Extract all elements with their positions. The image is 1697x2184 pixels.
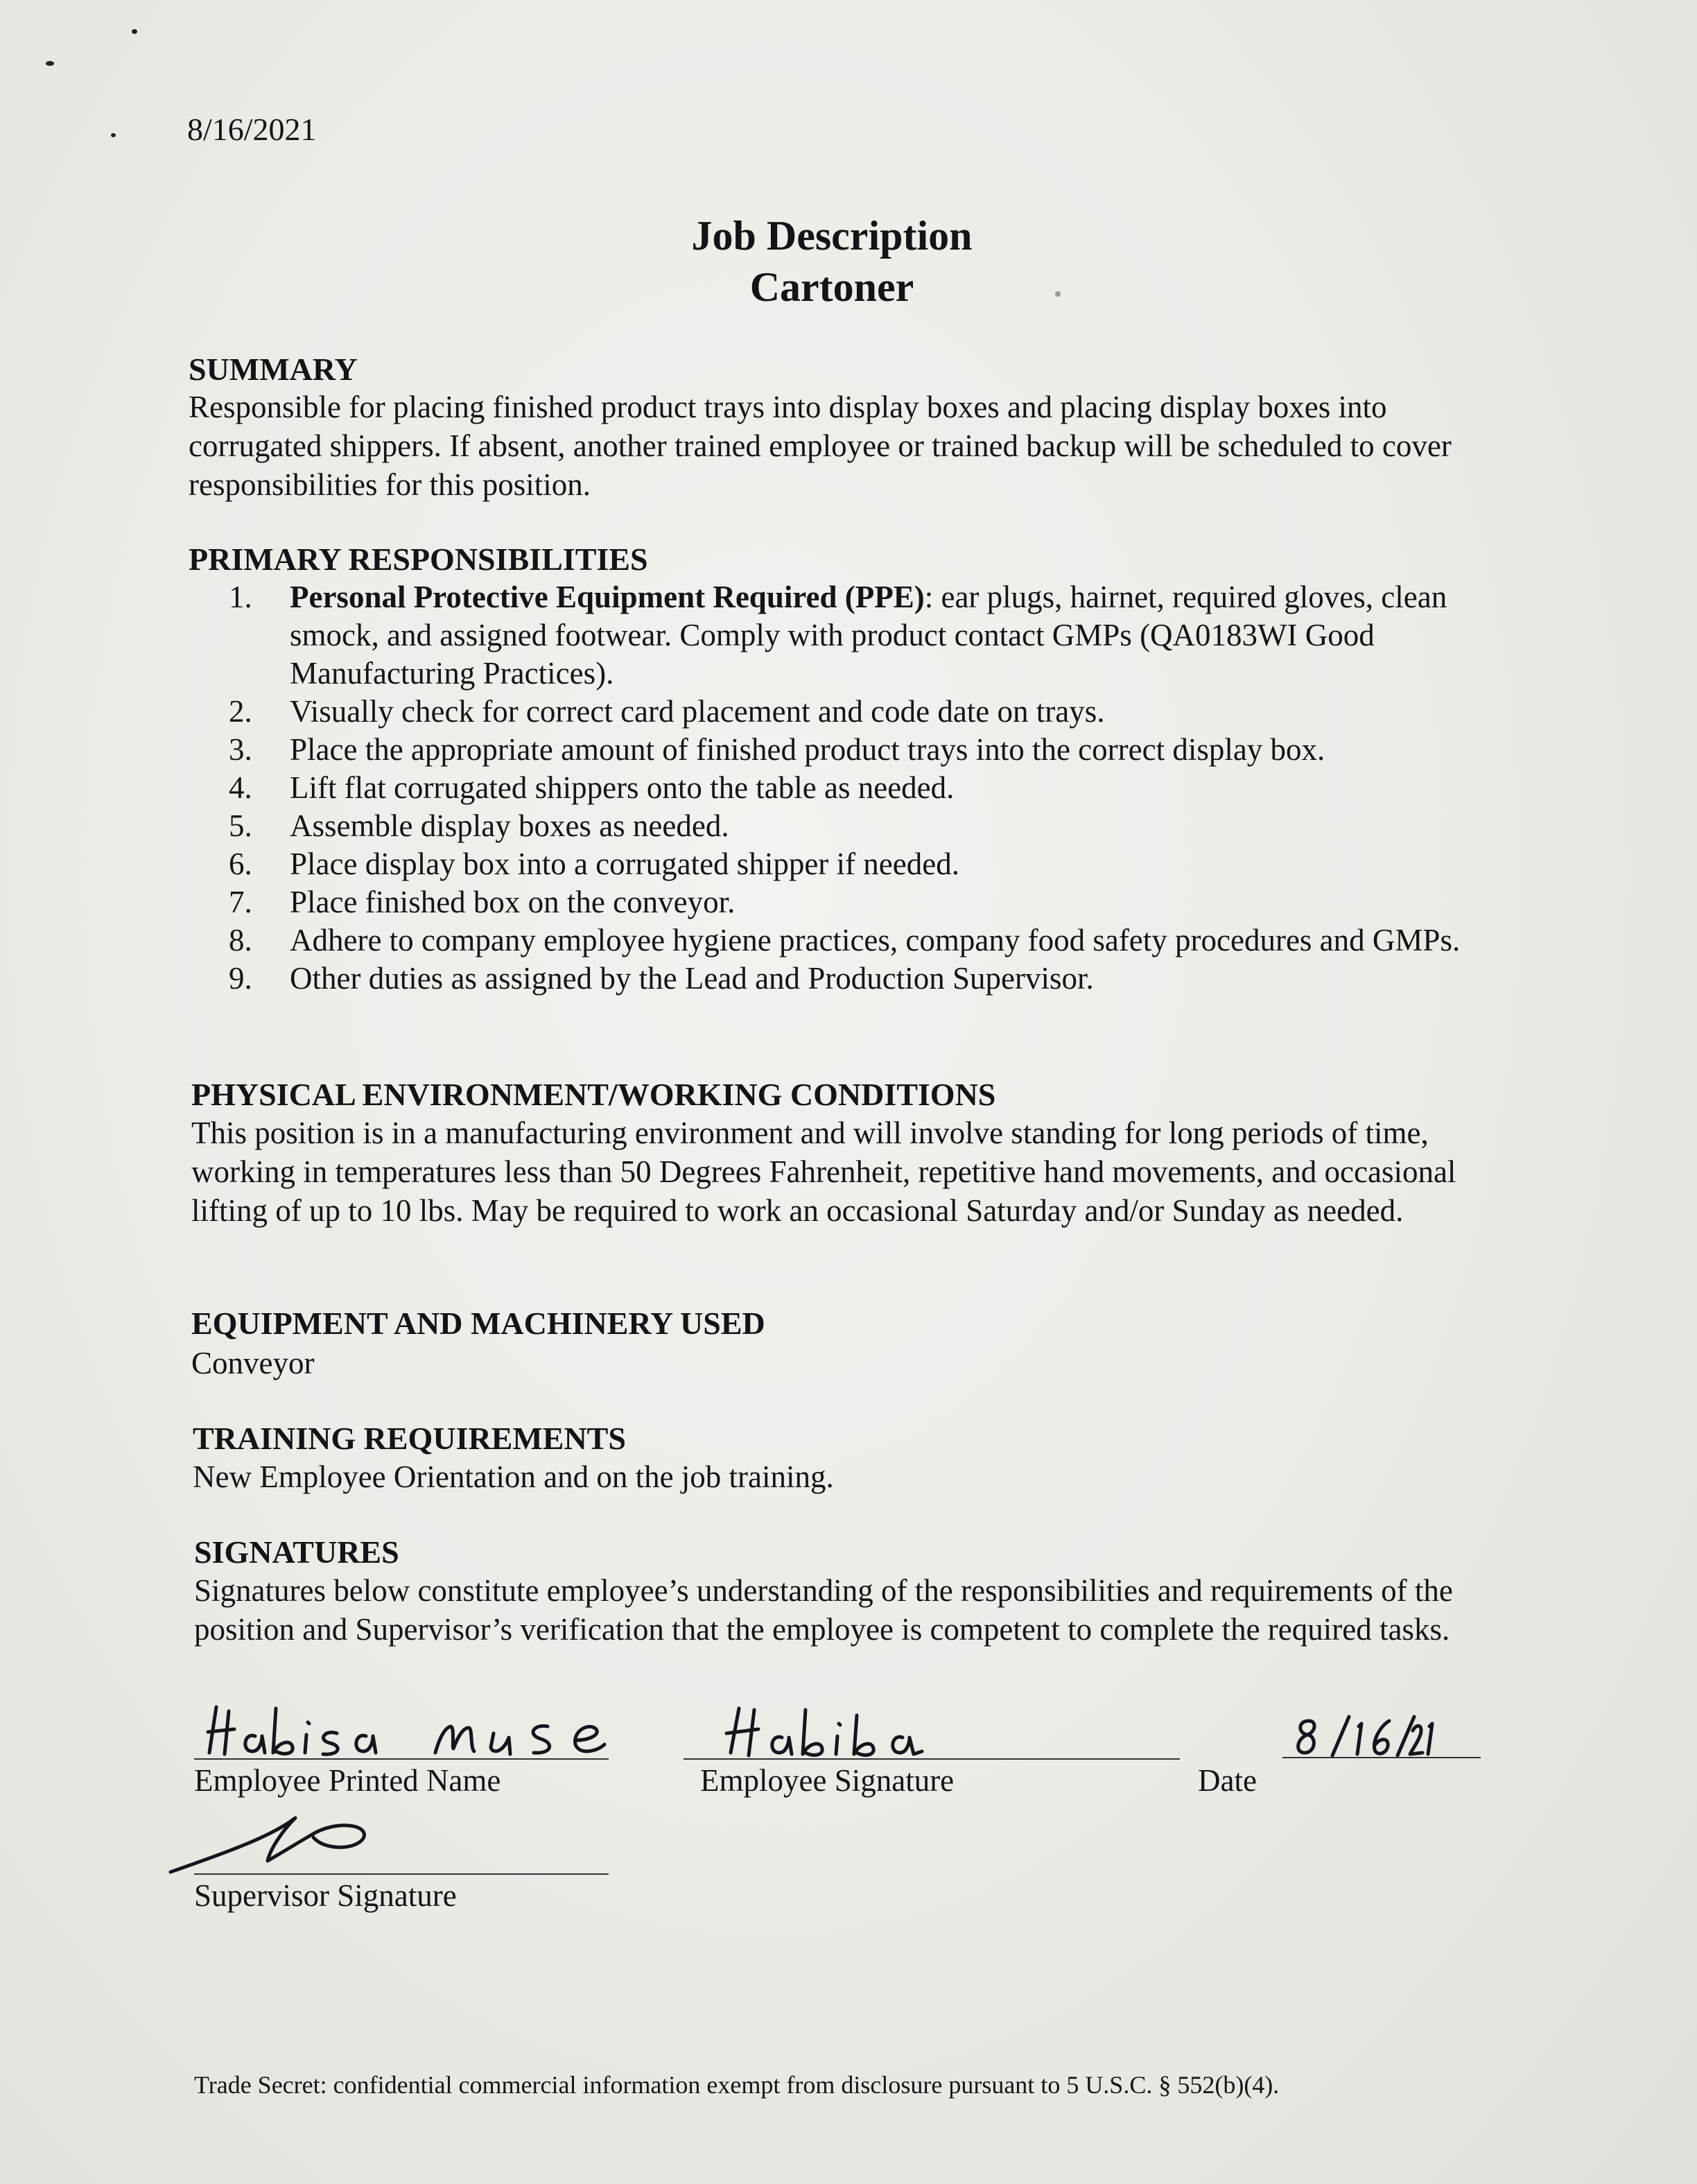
document-date: 8/16/2021 (187, 112, 317, 147)
list-item-text (290, 578, 1477, 693)
physical-environment-heading: PHYSICAL ENVIRONMENT/WORKING CONDITIONS (191, 1077, 996, 1112)
summary-text: Responsible for placing finished product trays into display boxes and placing display boxes into corrugated shippers. If absent, another trained employee or trained backup will be scheduled to cover responsibilities for this position. (189, 390, 1452, 502)
list-item-text: Lift flat corrugated shippers onto the table as needed. (290, 770, 955, 805)
list-item (229, 807, 1477, 845)
equipment-text: Conveyor (191, 1346, 315, 1380)
list-item (229, 731, 1477, 769)
training-heading: TRAINING REQUIREMENTS (193, 1421, 626, 1456)
list-item-text: Place display box into a corrugated shipper if needed. (290, 847, 959, 881)
physical-environment-text: This position is in a manufacturing environment and will involve standing for long periods of time, working in temperatures less than 50 Degrees Fahrenheit, repetitive hand movements, and occasional lifting of up to 10 lbs. May be required to work an occasional Saturday and/or Sunday as needed. (191, 1116, 1456, 1228)
employee-printed-name-handwriting (201, 1699, 617, 1761)
list-item-number: 3. (229, 732, 252, 767)
equipment-heading: EQUIPMENT AND MACHINERY USED (191, 1306, 765, 1341)
list-item-number: 8. (229, 923, 252, 957)
list-item-bold-text: Personal Protective Equipment Required (PPE) (290, 580, 925, 614)
employee-signature-line (684, 1758, 1180, 1760)
list-item-number: 4. (229, 770, 252, 805)
list-item-text: Place the appropriate amount of finished product trays into the correct display box. (290, 732, 1325, 767)
list-item (229, 921, 1477, 960)
document-title: Job Description (691, 213, 973, 259)
list-item-text: Place finished box on the conveyor. (290, 885, 736, 919)
supervisor-signature-label: Supervisor Signature (194, 1878, 457, 1913)
list-item (229, 693, 1477, 731)
employee-signature-handwriting (721, 1700, 929, 1762)
list-item (229, 845, 1477, 883)
responsibilities-list (229, 578, 1477, 998)
training-text: New Employee Orientation and on the job training. (193, 1459, 834, 1494)
employee-printed-name-line (194, 1758, 609, 1760)
date-line (1282, 1757, 1481, 1758)
supervisor-signature-handwriting (166, 1803, 402, 1879)
paper-speck (132, 29, 137, 34)
paper-speck (46, 61, 54, 66)
list-item-number: 5. (229, 808, 252, 843)
list-item (229, 578, 1477, 693)
list-item-text: Visually check for correct card placement and code date on trays. (290, 694, 1105, 729)
list-item-number: 6. (229, 847, 252, 881)
list-item-number: 9. (229, 961, 252, 996)
signatures-text: Signatures below constitute employee’s understanding of the responsibilities and requirements of the position and Supervisor’s verification that the employee is competent to complete the required tasks. (194, 1573, 1453, 1647)
list-item (229, 769, 1477, 807)
list-item-text: Adhere to company employee hygiene practices, company food safety procedures and GMPs. (290, 923, 1461, 957)
list-item (229, 883, 1477, 921)
employee-signature-label: Employee Signature (700, 1763, 955, 1798)
list-item-body: : ear plugs, hairnet, required gloves, clean smock, and assigned footwear. Comply with product contact GMPs (QA0183WI Good Manufacturing Practices). (290, 580, 1447, 691)
document-subtitle: Cartoner (749, 264, 914, 310)
trade-secret-footer: Trade Secret: confidential commercial information exempt from disclosure pursuant to 5 U.S.C. § 552(b)(4). (194, 2071, 1280, 2099)
list-item (229, 960, 1477, 998)
signatures-heading: SIGNATURES (194, 1534, 399, 1570)
list-item-text: Assemble display boxes as needed. (290, 808, 729, 843)
date-label: Date (1198, 1763, 1257, 1798)
list-item-text: Other duties as assigned by the Lead and Production Supervisor. (290, 961, 1094, 996)
employee-printed-name-label: Employee Printed Name (194, 1763, 501, 1798)
list-item-number: 1. (229, 580, 252, 614)
list-item-number: 7. (229, 885, 252, 919)
paper-speck (111, 133, 116, 137)
primary-responsibilities-heading: PRIMARY RESPONSIBILITIES (189, 541, 648, 577)
list-item-number: 2. (229, 694, 252, 729)
supervisor-signature-line (194, 1873, 609, 1875)
summary-heading: SUMMARY (189, 352, 358, 387)
